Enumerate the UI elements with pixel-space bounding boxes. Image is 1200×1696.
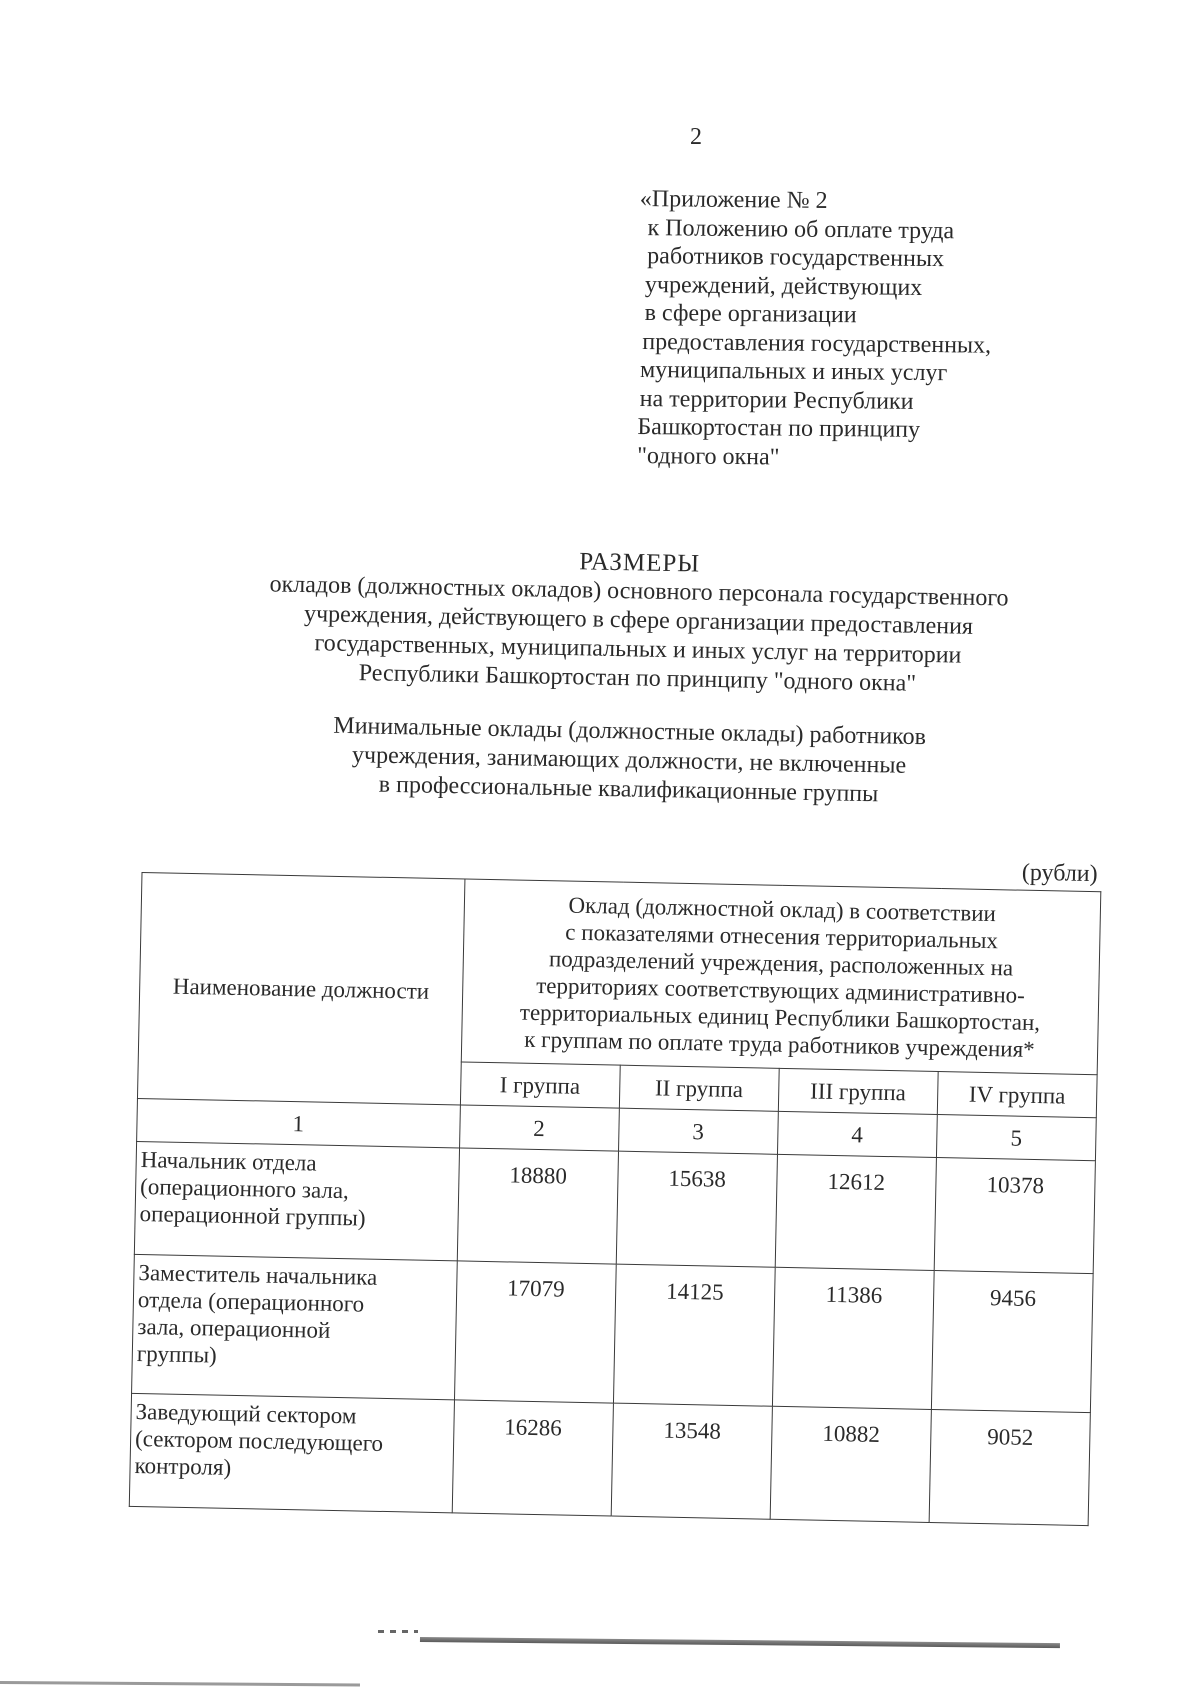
- document-heading: [197, 540, 1080, 702]
- group-header: II группа: [619, 1065, 779, 1111]
- group-header: I группа: [460, 1062, 620, 1108]
- header-salary: [461, 879, 1101, 1075]
- position-line: отдела (операционного: [137, 1287, 365, 1317]
- position-line: (сектором последующего: [134, 1425, 384, 1456]
- page-number: 2: [690, 124, 702, 150]
- group-header: III группа: [778, 1068, 938, 1114]
- salary-value: 16286: [452, 1400, 613, 1516]
- heading-line: окладов (должностных окладов) основного персонала государственного: [269, 571, 1009, 612]
- salary-table-container: [129, 848, 1102, 1526]
- appendix-line: Башкортостан по принципу: [637, 413, 921, 443]
- column-number: 3: [618, 1108, 778, 1154]
- column-number: 5: [936, 1115, 1096, 1161]
- position-line: операционной группы): [139, 1201, 366, 1231]
- salary-table: [129, 872, 1102, 1526]
- position-line: Заместитель начальника: [138, 1260, 378, 1290]
- scan-artifact-line: [420, 1637, 1060, 1648]
- appendix-line: предоставления государственных,: [642, 328, 992, 359]
- header-salary-line: Оклад (должностной оклад) в соответствии: [568, 892, 997, 927]
- header-salary-line: к группам по оплате труда работников учреждения*: [523, 1026, 1035, 1062]
- salary-value: 13548: [611, 1403, 772, 1519]
- position-line: Заведующий сектором: [135, 1398, 357, 1429]
- salary-value: 15638: [616, 1151, 777, 1267]
- position-line: (операционного зала,: [139, 1174, 350, 1204]
- salary-value: 14125: [613, 1264, 775, 1406]
- position-name-cell: [132, 1254, 457, 1399]
- salary-value: 17079: [454, 1261, 616, 1403]
- group-header: IV группа: [937, 1072, 1097, 1118]
- salary-value: 12612: [775, 1154, 936, 1270]
- table-row: [132, 1254, 1094, 1412]
- salary-value: 11386: [772, 1267, 934, 1409]
- position-line: контроля): [134, 1452, 232, 1480]
- appendix-line: в сфере организации: [644, 300, 857, 329]
- scan-artifact-dots: [378, 1630, 418, 1633]
- position-line: группы): [136, 1341, 217, 1368]
- table-row: [134, 1141, 1095, 1273]
- appendix-line: учреждений, действующих: [644, 271, 923, 301]
- position-name-cell: [129, 1393, 454, 1512]
- subheading-line: учреждения, занимающих должности, не включенные: [351, 742, 907, 779]
- heading-line: Республики Башкортостан по принципу "одного окна": [358, 660, 917, 697]
- position-line: Начальник отдела: [140, 1147, 317, 1176]
- header-salary-line: территориях соответствующих административно-: [535, 972, 1026, 1008]
- column-number: 1: [137, 1098, 460, 1147]
- salary-value: 18880: [457, 1148, 618, 1264]
- table-header-row: [138, 873, 1100, 1075]
- header-position-name: Наименование должности: [137, 873, 464, 1105]
- salary-value: 10378: [934, 1158, 1095, 1274]
- subheading-line: Минимальные оклады (должностные оклады) работников: [333, 712, 927, 751]
- scan-artifact-line: [0, 1681, 360, 1687]
- position-line: зала, операционной: [137, 1314, 331, 1343]
- salary-value: 10882: [770, 1406, 931, 1522]
- appendix-line: работников государственных: [647, 243, 945, 273]
- salary-value: 9456: [931, 1270, 1093, 1412]
- header-salary-line: с показателями отнесения территориальных: [565, 919, 999, 954]
- header-salary-line: подразделений учреждения, расположенных на: [548, 946, 1014, 981]
- appendix-line: «Приложение № 2: [639, 185, 828, 214]
- subheading-line: в профессиональные квалификационные группы: [378, 771, 879, 808]
- section-subheading: [238, 710, 1020, 812]
- appendix-line: на территории Республики: [639, 385, 914, 415]
- appendix-line: к Положению об оплате труда: [647, 214, 955, 244]
- salary-value: 9052: [929, 1409, 1090, 1525]
- heading-title: РАЗМЕРЫ: [578, 548, 701, 578]
- table-row: [129, 1393, 1090, 1525]
- position-name-cell: [134, 1141, 459, 1260]
- heading-line: государственных, муниципальных и иных услуг на территории: [314, 630, 962, 669]
- appendix-line: "одного окна": [637, 442, 780, 470]
- header-salary-line: территориальных единиц Республики Башкортостан,: [519, 999, 1041, 1036]
- column-number: 4: [777, 1111, 937, 1157]
- units-label: (рубли): [1021, 859, 1098, 888]
- appendix-reference: [637, 185, 1080, 475]
- heading-line: учреждения, действующего в сфере организации предоставления: [303, 601, 974, 640]
- column-number: 2: [459, 1105, 619, 1151]
- appendix-line: муниципальных и иных услуг: [639, 357, 948, 387]
